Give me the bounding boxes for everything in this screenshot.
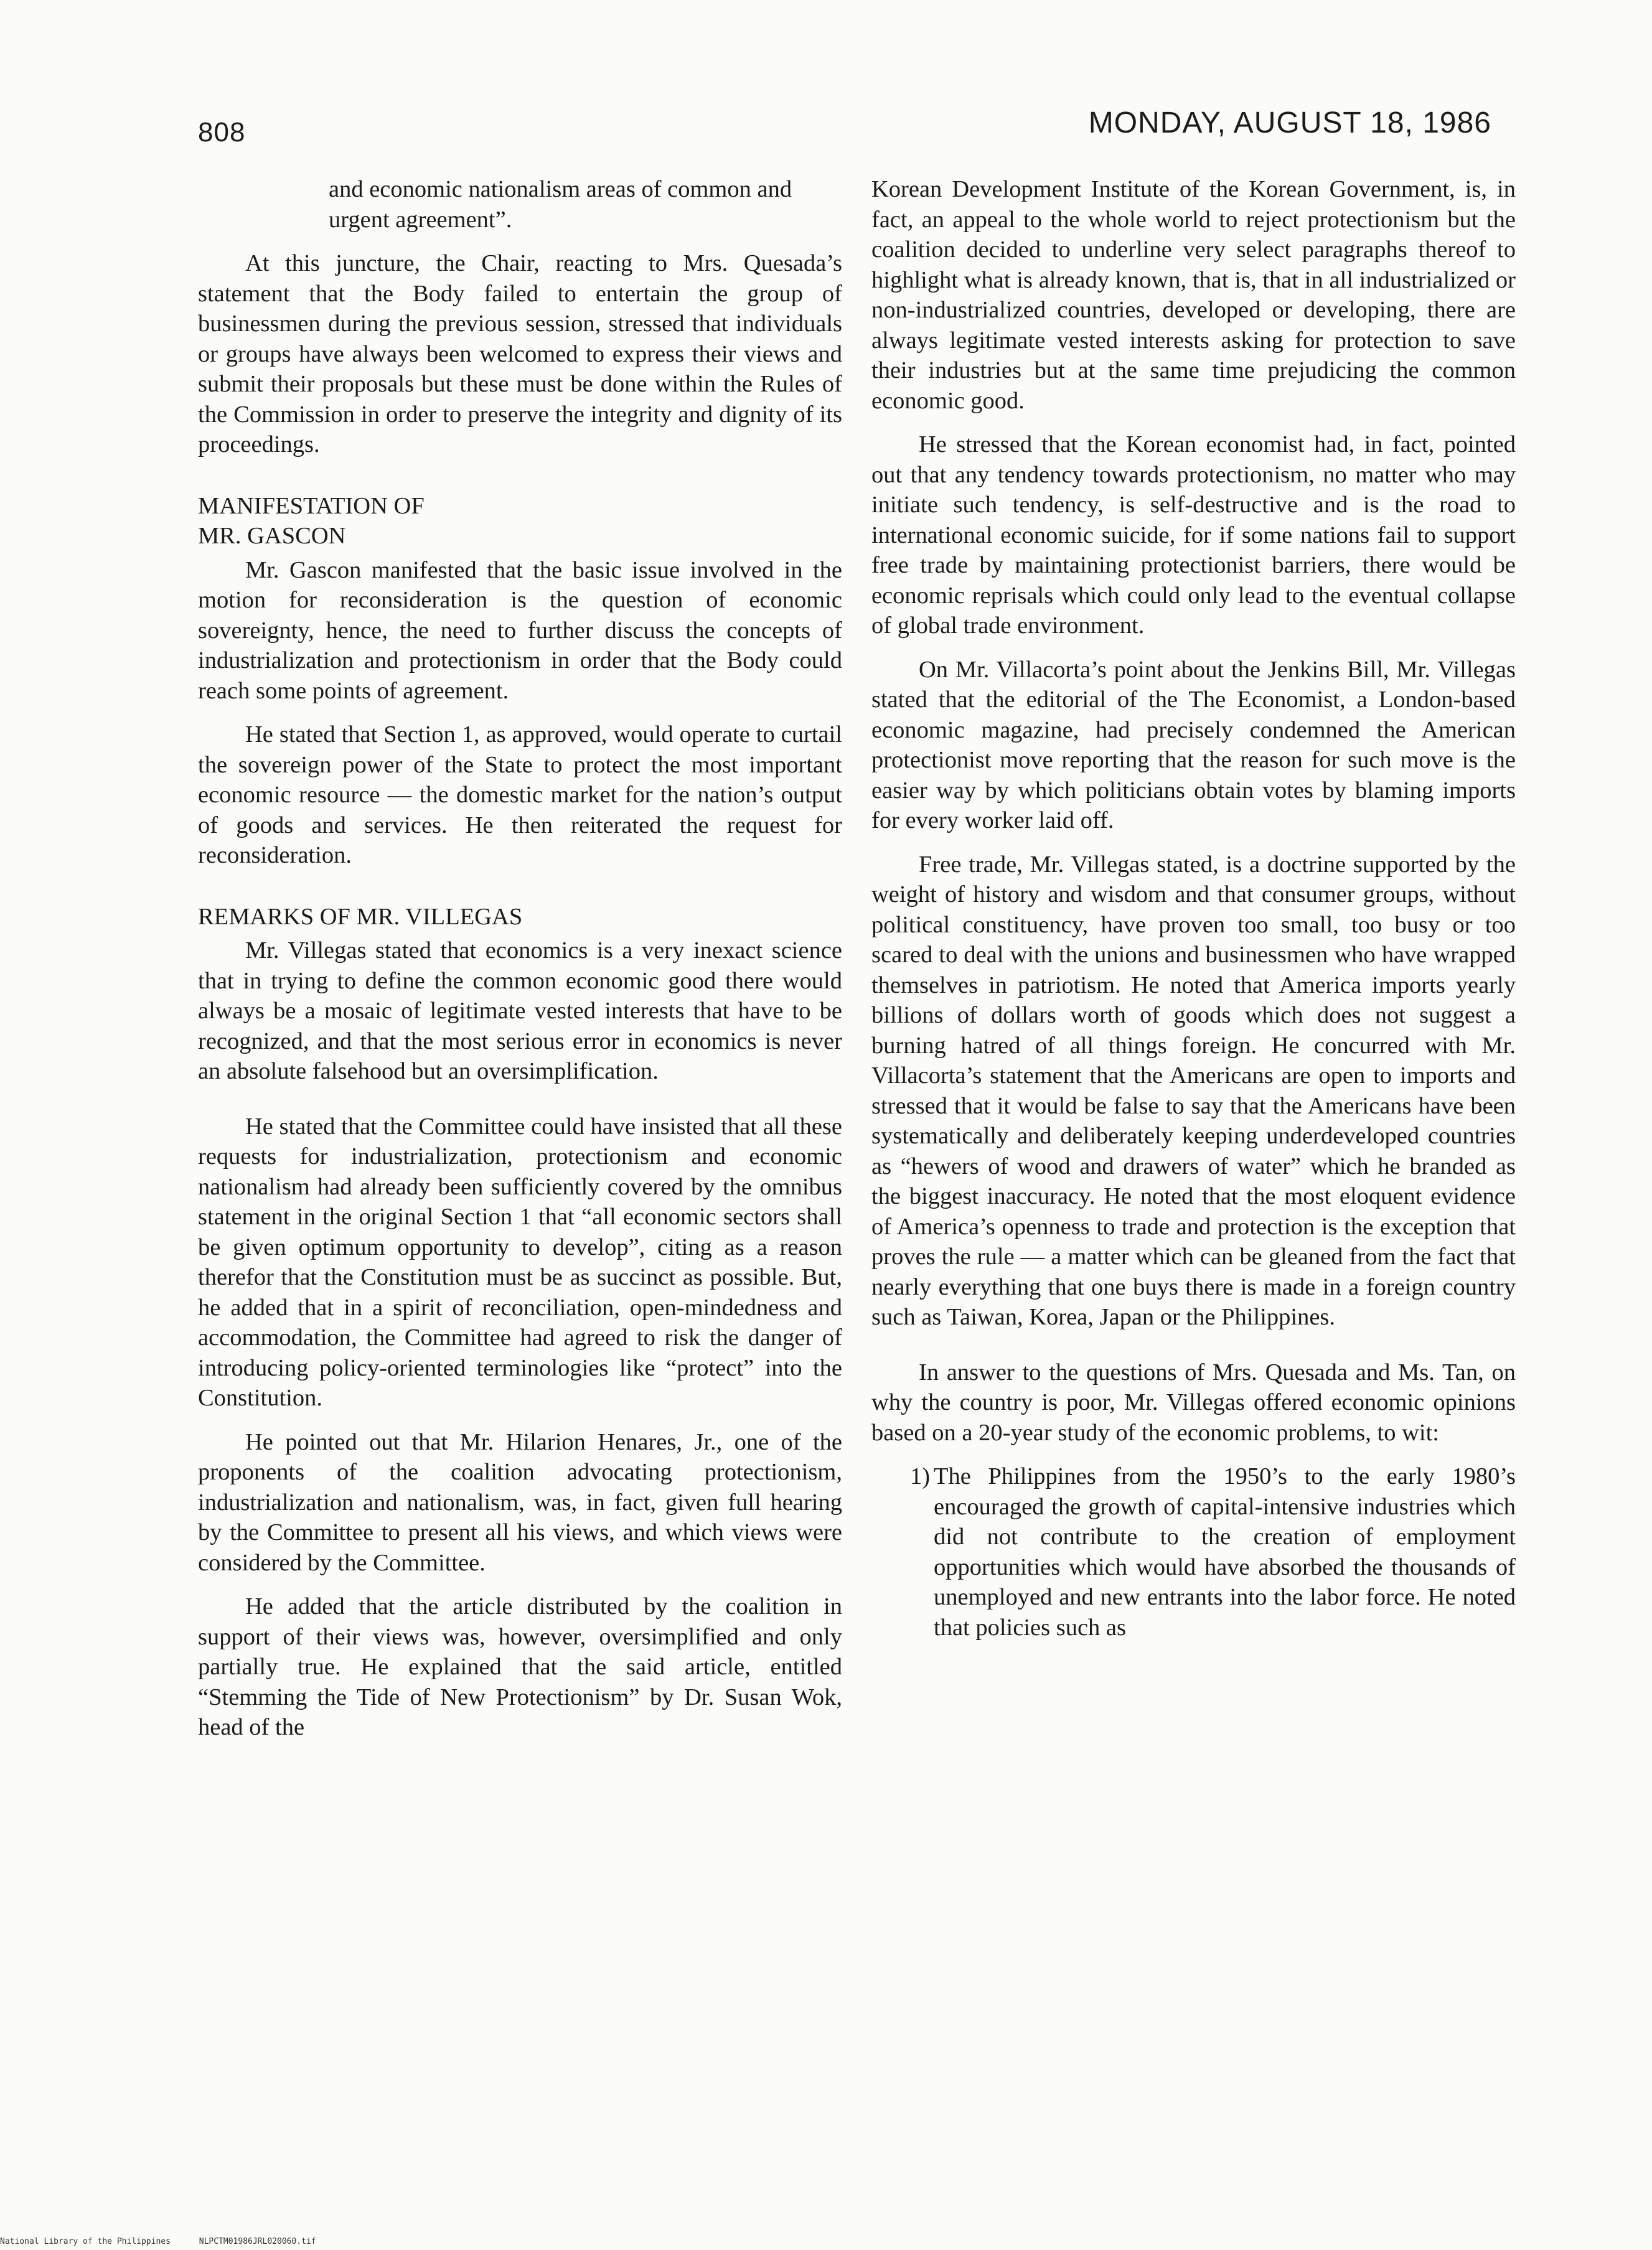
left-column: [198, 174, 842, 1756]
library-name: National Library of the Philippines: [0, 2237, 171, 2246]
paragraph: In answer to the questions of Mrs. Quesada and Ms. Tan, on why the country is poor, Mr. Villegas offered economic opinions based on a 20-year study of the economic problems, to wit:: [871, 1359, 1516, 1446]
paragraph: Mr. Gascon manifested that the basic issue involved in the motion for reconsideration is the question of economic sovereignty, hence, the need to further discuss the concepts of industrialization and protectionism in order that the Body could reach some points of agreement.: [198, 556, 842, 704]
paragraph: He stated that the Committee could have insisted that all these requests for industrialization, protectionism and economic nationalism had already been sufficiently covered by the omnibus statement in the original Section 1 that “all economic sectors shall be given optimum opportunity to develop”, citing as a reason therefor that the Constitution must be as succinct as possible. But, he added that in a spirit of reconciliation, open-mindedness and accommodation, the Committee had agreed to risk the danger of introducing policy-oriented terminologies like “protect” into the Constitution.: [198, 1113, 842, 1411]
section-heading: REMARKS OF MR. VILLEGAS: [198, 903, 523, 930]
paragraph: He stated that Section 1, as approved, would operate to curtail the sovereign power of the State to protect the most important economic resource — the domestic market for the nation’s output of goods and services. He then reiterated the request for reconsideration.: [198, 721, 842, 868]
paragraph: He stressed that the Korean economist had, in fact, pointed out that any tendency towards protectionism, no matter who may initiate such tendency, is self-destructive and is the road to international economic suicide, for if some nations fail to support free trade by maintaining protectionist barriers, there would be economic reprisals which could only lead to the eventual collapse of global trade environment.: [871, 431, 1516, 639]
file-name: NLPCTM01986JRL020060.tif: [199, 2237, 316, 2246]
list-item-text: The Philippines from the 1950’s to the early 1980’s encouraged the growth of capital-intensive industries which did not contribute to the creation of employment opportunities which would have absorbed the thousands of unemployed and new entrants into the labor force. He noted that policies such as: [934, 1463, 1516, 1641]
paragraph: On Mr. Villacorta’s point about the Jenkins Bill, Mr. Villegas stated that the editorial of the The Economist, a London-based economic magazine, had precisely condemned the American protectionist move reporting that the reason for such move is the easier way by which politicians obtain votes by blaming imports for every worker laid off.: [871, 656, 1516, 833]
list-number: 1): [910, 1463, 931, 1489]
paragraph: Korean Development Institute of the Korean Government, is, in fact, an appeal to the whole world to reject protectionism but the coalition decided to underline very select paragraphs thereof to highlight what is already known, that is, that in all industrialized or non-industrialized countries, developed or developing, there are always legitimate vested interests asking for protection to save their industries but at the same time prejudicing the common economic good.: [871, 176, 1516, 414]
right-column: [871, 174, 1516, 1643]
scan-footer: [0, 2237, 340, 2246]
paragraph: He added that the article distributed by the coalition in support of their views was, however, oversimplified and only partially true. He explained that the said article, entitled “Stemming the Tide of New Protectionism” by Dr. Susan Wok, head of the: [198, 1593, 842, 1740]
page-date: MONDAY, AUGUST 18, 1986: [1088, 106, 1491, 139]
page-number: 808: [198, 117, 246, 148]
list-item: [910, 1461, 1516, 1643]
heading-line: MR. GASCON: [198, 523, 346, 549]
heading-line: MANIFESTATION OF: [198, 492, 425, 519]
paragraph: He pointed out that Mr. Hilarion Henares, Jr., one of the proponents of the coalition advocating protectionism, industrialization and nationalism, was, in fact, given full hearing by the Committee to present all his views, and which views were considered by the Committee.: [198, 1428, 842, 1576]
section-heading: [198, 491, 842, 551]
paragraph: and economic nationalism areas of common and urgent agreement”.: [329, 176, 792, 233]
paragraph: At this juncture, the Chair, reacting to Mrs. Quesada’s statement that the Body failed to entertain the group of businessmen during the previous session, stressed that individuals or groups have always been welcomed to express their views and submit their proposals but these must be done within the Rules of the Commission in order to preserve the integrity and dignity of its proceedings.: [198, 250, 842, 457]
paragraph: Free trade, Mr. Villegas stated, is a doctrine supported by the weight of history and wisdom and that consumer groups, without political constituency, have proven too small, too busy or too scared to deal with the unions and businessmen who have wrapped themselves in patriotism. He noted that America imports yearly billions of dollars worth of goods which does not suggest a burning hatred of all things foreign. He concurred with Mr. Villacorta’s statement that the Americans are open to imports and stressed that it would be false to say that the Americans have been systematically and deliberately keeping underdeveloped countries as “hewers of wood and drawers of water” which he branded as the biggest inaccuracy. He noted that the most eloquent evidence of America’s openness to trade and protection is the exception that proves the rule — a matter which can be gleaned from the fact that nearly everything that one buys there is made in a foreign country such as Taiwan, Korea, Japan or the Philippines.: [871, 851, 1516, 1330]
paragraph: Mr. Villegas stated that economics is a very inexact science that in trying to define the common economic good there would always be a mosaic of legitimate vested interests that have to be recognized, and that the most serious error in economics is never an absolute falsehood but an oversimplification.: [198, 937, 842, 1084]
